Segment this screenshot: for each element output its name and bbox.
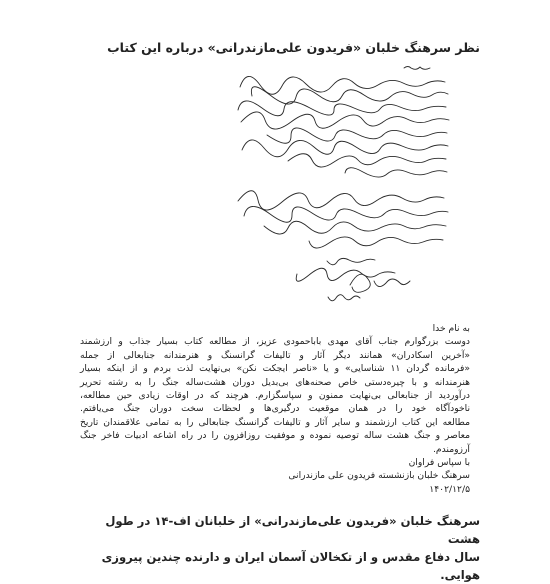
caption-line: سرهنگ خلبان «فریدون علی‌مازندرانی» از خلبانان اف-۱۴ در طول هشت: [105, 514, 480, 546]
letter-opening: به نام خدا: [432, 323, 470, 334]
letter-line: «آخرین اسکادران» همانند دیگر آثار و تالیفات گرانسنگ و هنرمندانه جنابعالی از جمله: [80, 349, 470, 361]
letter-line: «فرمانده گردان ۱۱ شناسایی» و یا «ناصر ایجکت نکن» بی‌نهایت لذت بردم و از اینکه بسیار: [80, 363, 470, 375]
letter-line: دوست بزرگوارم جناب آقای مهدی باباحمودی عزیز، از مطالعه کتاب بسیار جذاب و ارزشمند: [80, 336, 470, 348]
letter-date: ۱۴۰۲/۱۲/۵: [429, 483, 470, 495]
letter-signature: سرهنگ خلبان بازنشسته فریدون علی مازندرانی: [288, 470, 470, 482]
page-title: نظر سرهنگ خلبان «فریدون علی‌مازندرانی» درباره این کتاب: [107, 40, 480, 55]
author-caption: [70, 512, 480, 584]
handwritten-letter-image: [160, 60, 460, 310]
letter-transcription: [80, 322, 470, 496]
letter-line: درآوردید از جنابعالی بی‌نهایت ممنون و سپاسگزارم. هرچند که در اوقات زیادی حین مطالعه،: [80, 390, 470, 402]
letter-line: هنرمندانه و با چیره‌دستی خاص صحنه‌های بی‌بدیل دوران هشت‌ساله جنگ را به رشته تحریر: [80, 376, 470, 388]
letter-line: معاصر و جنگ هشت ساله توصیه نموده و موفقیت روزافزون را در راه اشاعه ادبیات فاخر جنگ: [80, 430, 470, 442]
letter-line: آرزومندم.: [433, 443, 470, 455]
letter-line: مطالعه این کتاب ارزشمند و سایر آثار و تالیفات گرانسنگ جنابعالی را به تمامی علاقمندان تاریخ: [80, 416, 470, 428]
letter-line: ناخودآگاه خود را در همان موقعیت درگیری‌ها و لحظات سخت دوران جنگ می‌یافتم.: [80, 403, 470, 415]
letter-closing: با سپاس فراوان: [408, 457, 470, 469]
caption-line: سال دفاع مقدس و از تکخالان آسمان ایران و دارنده چندین پیروزی هوایی.: [101, 550, 480, 582]
